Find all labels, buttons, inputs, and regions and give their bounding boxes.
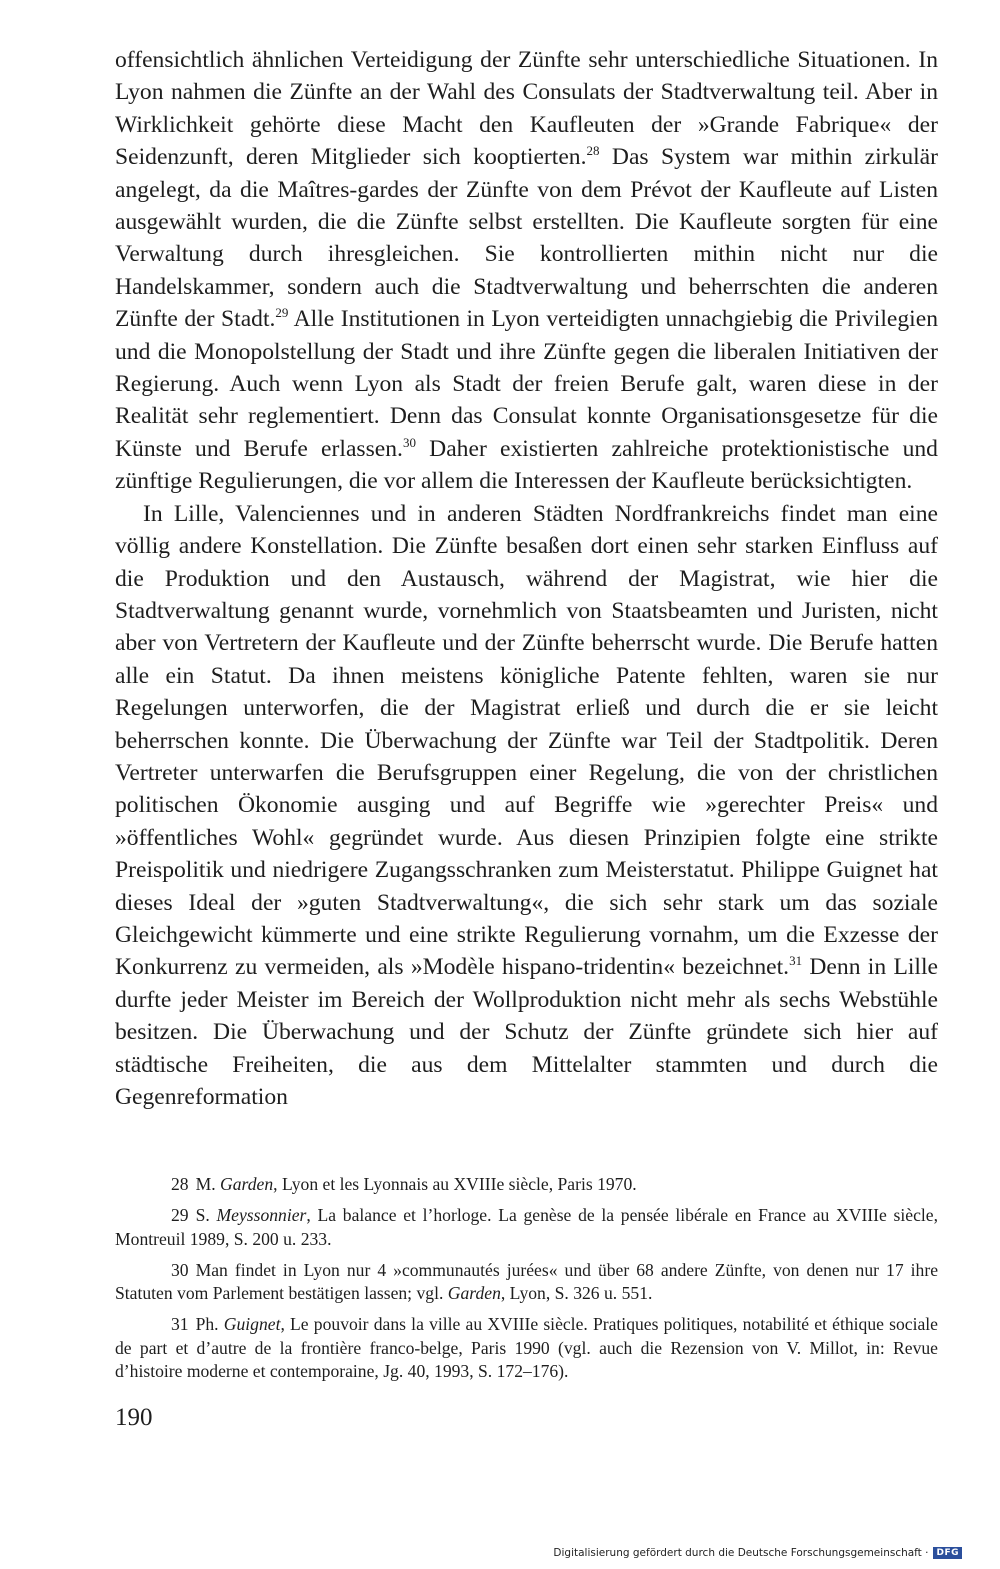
- footnote-number: 30: [171, 1259, 189, 1280]
- footnote-31: [115, 1313, 938, 1384]
- text-run: , Lyon et les Lyonnais au XVIIIe siècle, Paris 1970.: [273, 1174, 637, 1194]
- text-run: In Lille, Valenciennes und in anderen Städten Nordfrankreichs findet man eine völlig andere Konstellation. Die Zünfte besaßen dort einen sehr starken Einfluss auf die Produktion und den Austausch, während der Magistrat, wie hier die Stadtverwaltung genannt wurde, vornehmlich von Staatsbeamten und Juristen, nicht aber von Vertretern der Kaufleute und der Zünfte beherrscht wurde. Die Berufe hatten alle ein Statut. Da ihnen meistens königliche Patente fehlten, waren sie nur Regelungen unterworfen, die der Magistrat erließ und durch die er sie leicht beherrschen konnte. Die Überwachung der Zünfte war Teil der Stadtpolitik. Deren Vertreter unterwarfen die Berufsgruppen einer Regelung, die von der christlichen politischen Ökonomie ausging und auf Begriffe wie »gerechter Preis« und »öffentliches Wohl« gegründet wurde. Aus diesen Prinzipien folgte eine strikte Preispolitik und niedrigere Zugangsschranken zum Meisterstatut. Philippe Guignet hat dieses Ideal der »guten Stadtverwaltung«, die sich sehr stark um das soziale Gleichgewicht kümmerte und eine strikte Regulierung vornahm, um die Exzesse der Konkurrenz zu vermeiden, als »Modèle hispano-tridentin« bezeichnet.: [115, 500, 938, 981]
- body-text: [115, 44, 938, 1113]
- text-run: M.: [195, 1174, 221, 1194]
- paragraph: [115, 44, 938, 498]
- author-name: Garden: [447, 1283, 501, 1303]
- footnote-number: 31: [171, 1314, 189, 1334]
- footnote-29: [115, 1204, 938, 1251]
- footnote-ref: 28: [586, 143, 600, 159]
- text-run: Denn in Lille durfte jeder Meister im Bereich der Wollproduktion nicht mehr als sechs Webstühle besitzen. Die Überwachung und der Schutz der Zünfte gründete sich hier auf städtische Freiheiten, die aus dem Mittelalter stammten und durch die Gegenreformation: [115, 954, 938, 1110]
- author-name: Garden: [220, 1174, 274, 1194]
- text-run: Daher existierten zahlreiche protektionistische und zünftige Regulierungen, die vor allem die Interessen der Kaufleute berücksichtigten.: [115, 435, 938, 495]
- text-run: , Le pouvoir dans la ville au XVIIIe siècle. Pratiques politiques, notabilité et éthique sociale de part et d’autre de la frontière franco-belge, Paris 1990 (vgl. auch die Rezension von V. Millot, in: Revue d’histoire moderne et contemporaine, Jg. 40, 1993, S. 172–176).: [115, 1314, 938, 1381]
- author-name: Meyssonnier: [216, 1205, 307, 1225]
- author-name: Guignet: [223, 1314, 281, 1334]
- page-number: 190: [115, 1404, 153, 1431]
- text-run: Alle Institutionen in Lyon verteidigten unnachgiebig die Privilegien und die Monopolstellung der Stadt und ihre Zünfte gegen die liberalen Initiativen der Regierung. Auch wenn Lyon als Stadt der freien Berufe galt, waren diese in der Realität sehr reglementiert. Denn das Consulat konnte Organisationsgesetze für die Künste und Berufe erlassen.: [115, 306, 938, 462]
- text-run: Man findet in Lyon nur 4 »communautés jurées« und über 68 andere Zünfte, von denen nur 17 ihre Statuten vom Parlement bestätigen lassen; vgl.: [115, 1259, 938, 1303]
- credit-text: Digitalisierung gefördert durch die Deutsche Forschungsgemeinschaft ·: [553, 1547, 929, 1559]
- dfg-logo: DFG: [933, 1547, 962, 1559]
- text-run: Ph.: [195, 1314, 224, 1334]
- page-body: [115, 44, 938, 1113]
- footnotes: [115, 1173, 938, 1391]
- text-run: , Lyon, S. 326 u. 551.: [500, 1283, 653, 1303]
- text-run: Das System war mithin zirkulär angelegt, da die Maîtres-gardes der Zünfte von dem Prévot der Kaufleute auf Listen ausgewählt wurden, die die Zünfte selbst erstellten. Die Kaufleute sorgten für eine Verwaltung durch ihresgleichen. Sie kontrollierten mithin nicht nur die Handelskammer, sondern auch die Stadtverwaltung und beherrschten die anderen Zünfte der Stadt.: [115, 144, 938, 333]
- footnote-28: [115, 1173, 938, 1197]
- paragraph: [115, 498, 938, 1114]
- footnote-ref: 30: [402, 434, 416, 450]
- footnote-30: [115, 1259, 938, 1306]
- digitization-credit: [553, 1547, 962, 1559]
- footnote-ref: 29: [275, 305, 289, 321]
- footnote-number: 29: [171, 1205, 189, 1225]
- text-run: , La balance et l’horloge. La genèse de la pensée libérale en France au XVIIIe siècle, Montreuil 1989, S. 200 u. 233.: [115, 1205, 938, 1249]
- text-run: offensichtlich ähnlichen Verteidigung der Zünfte sehr unterschiedliche Situationen. In Lyon nahmen die Zünfte an der Wahl des Consulats der Stadtverwaltung teil. Aber in Wirklichkeit gehörte diese Macht den Kaufleuten der »Grande Fabrique« der Seidenzunft, deren Mitglieder sich kooptierten.: [115, 47, 938, 171]
- footnote-ref: 31: [789, 953, 803, 969]
- footnote-number: 28: [171, 1174, 189, 1194]
- text-run: S.: [195, 1205, 217, 1225]
